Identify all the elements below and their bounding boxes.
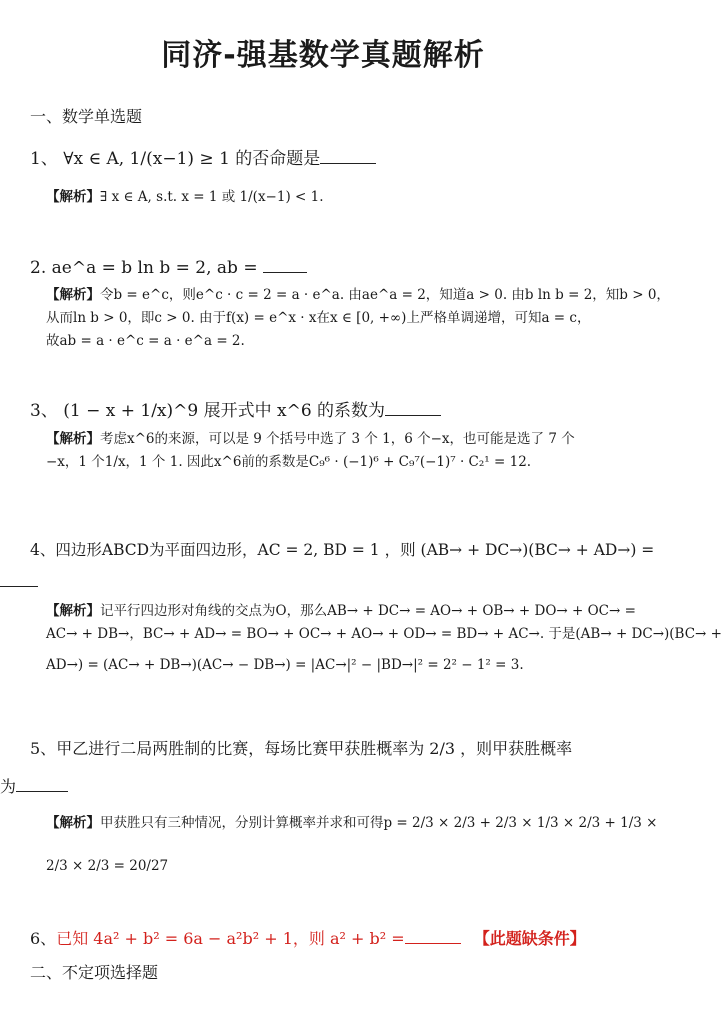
answer-blank	[263, 258, 307, 273]
answer-3	[46, 428, 626, 474]
answer-tag: 【解析】	[46, 189, 100, 205]
answer-4	[46, 600, 722, 677]
answer-line: 故ab = a · e^c = a · e^a = 2.	[46, 333, 245, 349]
answer-line: 2/3 × 2/3 = 20/27	[46, 858, 169, 874]
answer-1	[46, 186, 626, 209]
answer-line: 记平行四边形对角线的交点为O，那么AB→ + DC→ = AO→ + OB→ + DO→ + OC→ =	[100, 603, 636, 619]
question-5	[30, 736, 572, 759]
question-number: 2.	[30, 258, 47, 278]
question-4	[30, 538, 654, 560]
section-heading-multiple-choice: 二、不定项选择题	[30, 963, 159, 982]
section-heading-single-choice: 一、数学单选题	[30, 107, 143, 126]
question-text: ∀x ∈ A, 1/(x−1) ≥ 1 的否命题是	[63, 149, 321, 169]
question-1	[30, 144, 376, 169]
answer-blank	[405, 929, 461, 944]
question-5-continuation	[0, 774, 68, 797]
answer-tag: 【解析】	[46, 287, 100, 303]
answer-line: 令b = e^c，则e^c · c = 2 = a · e^a. 由ae^a = 2，知道a > 0. 由b ln b = 2，知b > 0，	[100, 287, 670, 303]
question-text: 已知 4a² + b² = 6a − a²b² + 1，则 a² + b² =	[56, 929, 405, 948]
answer-5	[46, 812, 658, 878]
answer-line: −x，1 个1/x，1 个 1. 因此x^6前的系数是C₉⁶ · (−1)⁶ + C₉⁷(−1)⁷ · C₂¹ = 12.	[46, 454, 532, 470]
answer-blank	[320, 149, 376, 164]
question-number: 1、	[30, 149, 58, 169]
question-3	[30, 396, 441, 421]
answer-line: 从而ln b > 0，即c > 0. 由于f(x) = e^x · x在x ∈ [0, +∞)上严格单调递增，可知a = c，	[46, 310, 591, 326]
answer-line: 考虑x^6的来源，可以是 9 个括号中选了 3 个 1，6 个−x，也可能是选了 7 个	[100, 431, 575, 447]
answer-blank	[385, 401, 441, 416]
page-title: 同济-强基数学真题解析	[161, 38, 485, 73]
answer-text: ∃ x ∈ A, s.t. x = 1 或 1/(x−1) < 1.	[100, 189, 324, 205]
question-text: 甲乙进行二局两胜制的比赛，每场比赛甲获胜概率为 2/3 ，则甲获胜概率	[56, 739, 573, 758]
question-text: 四边形ABCD为平面四边形，AC = 2, BD = 1 ，则 (AB→ + DC→)(BC→ + AD→) =	[55, 541, 655, 559]
question-text: ae^a = b ln b = 2, ab =	[51, 258, 258, 278]
question-number: 3、	[30, 401, 58, 421]
answer-tag: 【解析】	[46, 815, 100, 831]
question-number: 5、	[30, 739, 57, 758]
question-number: 6、	[30, 929, 57, 948]
missing-condition-note: 【此题缺条件】	[473, 929, 586, 948]
answer-blank	[16, 777, 68, 792]
answer-line: AC→ + DB→，BC→ + AD→ = BO→ + OC→ + AO→ + OD→ = BD→ + AC→. 于是(AB→ + DC→)(BC→ +	[46, 626, 722, 642]
question-2	[30, 258, 307, 278]
question-text: (1 − x + 1/x)^9 展开式中 x^6 的系数为	[63, 401, 386, 421]
answer-tag: 【解析】	[46, 431, 100, 447]
answer-line: 甲获胜只有三种情况，分别计算概率并求和可得p = 2/3 × 2/3 + 2/3 × 1/3 × 2/3 + 1/3 ×	[100, 815, 658, 831]
question-6	[30, 926, 586, 949]
answer-line: AD→) = (AC→ + DB→)(AC→ − DB→) = |AC→|² − |BD→|² = 2² − 1² = 3.	[46, 657, 524, 673]
answer-blank	[0, 586, 38, 587]
answer-2	[46, 284, 670, 353]
question-text: 为	[0, 777, 17, 796]
question-number: 4、	[30, 541, 56, 559]
answer-tag: 【解析】	[46, 603, 100, 619]
